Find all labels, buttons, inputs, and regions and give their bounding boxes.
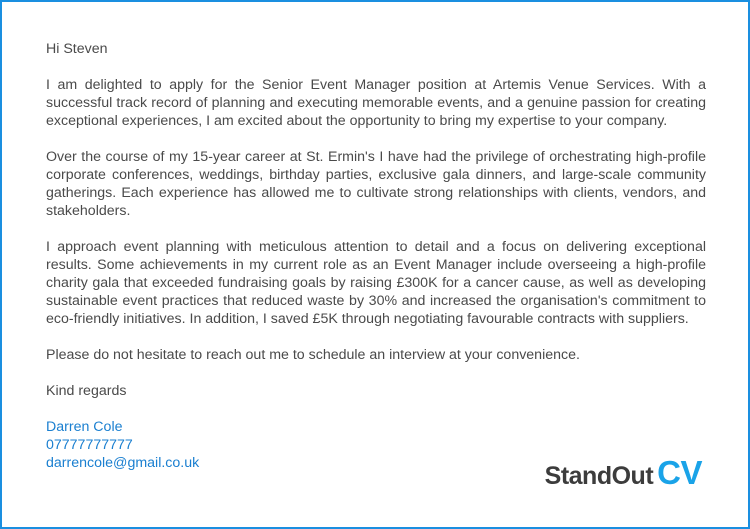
signature-phone: 07777777777 [46, 437, 133, 453]
logo-text-standout: StandOut [544, 462, 654, 490]
cover-letter [46, 40, 706, 472]
letter-greeting: Hi Steven [46, 41, 108, 57]
signature-name: Darren Cole [46, 419, 123, 435]
standout-cv-logo [545, 454, 702, 492]
letter-closing: Kind regards [46, 383, 127, 399]
letter-paragraph-intro: I am delighted to apply for the Senior Event Manager position at Artemis Venue Services. With a successful track record of planning and executing memorable events, and a genuine passion for creating exceptional experiences, I am excited about the opportunity to bring my expertise to your company. [46, 77, 706, 129]
letter-paragraph-experience: Over the course of my 15-year career at St. Ermin's I have had the privilege of orchestrating high-profile corporate conferences, weddings, birthday parties, exclusive gala dinners, and large-scale community gatherings. Each experience has allowed me to cultivate strong relationships with clients, vendors, and stakeholders. [46, 149, 706, 219]
signature-email: darrencole@gmail.co.uk [46, 455, 200, 471]
logo-text-cv: CV [657, 454, 702, 491]
letter-paragraph-achievements: I approach event planning with meticulous attention to detail and a focus on delivering exceptional results. Some achievements in my current role as an Event Manager include overseeing a high-profile charity gala that exceeded fundraising goals by raising £300K for a cancer cause, as well as developing sustainable event practices that reduced waste by 30% and increased the organisation's commitment to eco-friendly initiatives. In addition, I saved £5K through negotiating favourable contracts with suppliers. [46, 239, 706, 327]
letter-paragraph-call-to-action: Please do not hesitate to reach out me to schedule an interview at your convenience. [46, 347, 580, 363]
